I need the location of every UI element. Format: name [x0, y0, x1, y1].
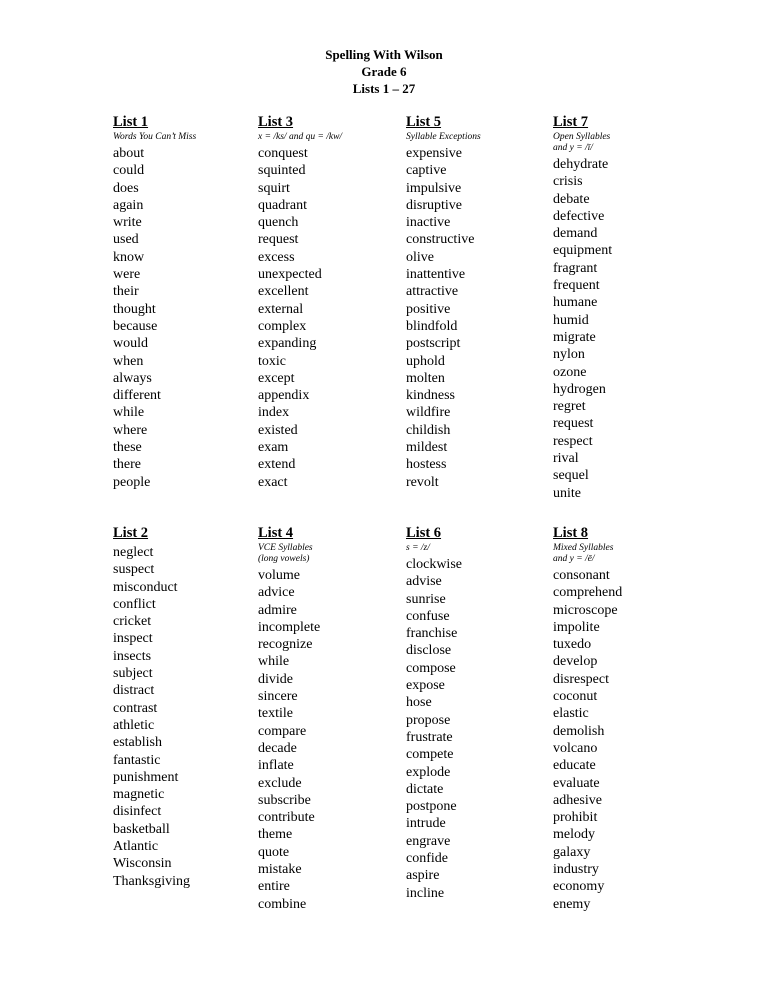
list-item: people — [113, 474, 151, 490]
list-item: consonant — [553, 568, 610, 583]
list-item: frequent — [553, 278, 600, 294]
list-item: recognize — [258, 637, 313, 653]
list-item: compete — [406, 747, 454, 763]
list-item: respect — [553, 433, 593, 449]
list-item: disrespect — [553, 671, 609, 687]
list-item: fragrant — [553, 260, 598, 276]
list-item: positive — [406, 301, 451, 317]
list-item: clockwise — [406, 557, 462, 572]
list-item: revolt — [406, 474, 439, 490]
list-item: wildfire — [406, 405, 451, 421]
list-item: galaxy — [553, 844, 591, 860]
list-item: frustrate — [406, 729, 453, 745]
list-item: inspect — [113, 631, 153, 647]
list-item: incomplete — [258, 619, 321, 635]
word-list — [406, 145, 566, 491]
list-3 — [258, 114, 418, 491]
list-item: contribute — [258, 810, 315, 826]
list-8 — [553, 525, 713, 913]
list-item: blindfold — [406, 318, 458, 334]
list-item: subject — [113, 666, 153, 682]
list-item: while — [113, 405, 145, 421]
list-item: aspire — [406, 868, 440, 884]
list-item: disinfect — [113, 804, 162, 820]
list-item: cricket — [113, 614, 152, 630]
list-subtitle: Mixed Syllables and y = /ē/ — [553, 543, 614, 564]
list-item: squinted — [258, 163, 306, 179]
list-item: because — [113, 318, 158, 334]
list-item: dehydrate — [553, 157, 609, 172]
list-item: propose — [406, 712, 451, 728]
list-item: incline — [406, 885, 445, 901]
list-item: quench — [258, 215, 299, 231]
list-1 — [113, 114, 273, 491]
list-item: does — [113, 180, 139, 196]
list-item: volume — [258, 568, 300, 583]
list-item: again — [113, 197, 144, 213]
list-item: used — [113, 232, 139, 248]
lists-range-label: Lists 1 – 27 — [352, 81, 416, 96]
document-header — [0, 46, 768, 97]
list-subtitle: VCE Syllables (long vowels) — [258, 543, 313, 564]
list-item: enemy — [553, 896, 591, 912]
list-item: could — [113, 163, 145, 179]
list-item: dictate — [406, 781, 444, 797]
list-item: nylon — [553, 347, 585, 363]
list-item: contrast — [113, 700, 158, 716]
list-subtitle: s = /z/ — [406, 543, 430, 553]
list-item: regret — [553, 399, 586, 415]
list-item: humid — [553, 312, 589, 328]
list-item: compare — [258, 723, 307, 739]
list-item: about — [113, 146, 145, 161]
list-item: captive — [406, 163, 447, 179]
list-item: unite — [553, 485, 581, 501]
list-item: athletic — [113, 717, 155, 733]
word-list — [113, 544, 273, 890]
list-item: microscope — [553, 602, 618, 618]
list-item: conflict — [113, 596, 156, 612]
list-item: disruptive — [406, 197, 462, 213]
list-item: adhesive — [553, 792, 602, 808]
list-item: advise — [406, 574, 442, 590]
list-item: elastic — [553, 706, 589, 722]
list-7 — [553, 114, 713, 502]
word-list — [406, 556, 566, 902]
list-item: excellent — [258, 284, 309, 300]
list-item: defective — [553, 208, 605, 224]
list-item: request — [258, 232, 299, 248]
list-item: where — [113, 422, 148, 438]
list-title: List 1 — [113, 114, 149, 130]
list-item: constructive — [406, 232, 475, 248]
list-item: crisis — [553, 174, 583, 190]
list-title: List 2 — [113, 525, 149, 541]
list-item: quote — [258, 844, 290, 860]
list-item: external — [258, 301, 304, 317]
list-title: List 5 — [406, 114, 442, 130]
list-item: confuse — [406, 608, 450, 624]
list-4 — [258, 525, 418, 913]
list-item: mistake — [258, 862, 302, 878]
list-item: attractive — [406, 284, 459, 300]
list-item: hostess — [406, 457, 447, 473]
document-title: Spelling With Wilson — [325, 47, 443, 62]
list-item: uphold — [406, 353, 445, 369]
list-item: conquest — [258, 146, 308, 161]
list-item: advice — [258, 585, 295, 601]
list-item: humane — [553, 295, 598, 311]
list-item: debate — [553, 191, 590, 207]
list-title: List 4 — [258, 525, 294, 541]
list-item: combine — [258, 896, 307, 912]
list-item: appendix — [258, 388, 310, 404]
list-item: establish — [113, 735, 162, 751]
list-item: intrude — [406, 816, 446, 832]
list-subtitle: x = /ks/ and qu = /kw/ — [258, 132, 343, 142]
list-item: kindness — [406, 388, 455, 404]
list-item: hose — [406, 695, 432, 711]
list-item: unexpected — [258, 267, 322, 283]
list-item: subscribe — [258, 792, 311, 808]
list-item: entire — [258, 879, 290, 895]
list-item: explode — [406, 764, 451, 780]
word-list — [113, 145, 273, 491]
list-item: develop — [553, 654, 598, 670]
list-item: basketball — [113, 821, 170, 837]
list-item: sincere — [258, 689, 298, 705]
list-item: melody — [553, 827, 595, 843]
list-item: olive — [406, 249, 434, 265]
list-item: ozone — [553, 364, 587, 380]
list-item: rival — [553, 451, 579, 467]
list-title: List 8 — [553, 525, 589, 541]
list-item: squirt — [258, 180, 290, 196]
list-item: textile — [258, 706, 293, 722]
list-item: confide — [406, 851, 448, 867]
list-item: magnetic — [113, 787, 165, 803]
list-item: exact — [258, 474, 288, 490]
list-item: neglect — [113, 545, 154, 560]
list-item: impolite — [553, 619, 600, 635]
list-item: their — [113, 284, 139, 300]
list-item: prohibit — [553, 810, 598, 826]
list-item: theme — [258, 827, 293, 843]
list-item: divide — [258, 671, 293, 687]
list-item: fantastic — [113, 752, 161, 768]
list-item: different — [113, 388, 161, 404]
list-item: existed — [258, 422, 298, 438]
list-item: postscript — [406, 336, 461, 352]
list-item: would — [113, 336, 148, 352]
list-5 — [406, 114, 566, 491]
list-subtitle: Syllable Exceptions — [406, 132, 481, 142]
list-item: postpone — [406, 799, 457, 815]
list-item: volcano — [553, 740, 598, 756]
list-item: inactive — [406, 215, 451, 231]
list-item: write — [113, 215, 142, 231]
list-item: Thanksgiving — [113, 873, 190, 889]
list-item: were — [113, 267, 141, 283]
word-list — [258, 145, 418, 491]
list-item: childish — [406, 422, 451, 438]
list-item: distract — [113, 683, 155, 699]
list-item: industry — [553, 862, 599, 878]
list-subtitle: Open Syllables and y = /ī/ — [553, 132, 611, 153]
list-item: demolish — [553, 723, 605, 739]
list-6 — [406, 525, 566, 902]
list-item: decade — [258, 740, 297, 756]
grade-label: Grade 6 — [361, 64, 407, 79]
list-item: inflate — [258, 758, 294, 774]
list-item: demand — [553, 226, 598, 242]
list-item: misconduct — [113, 579, 178, 595]
list-item: engrave — [406, 833, 451, 849]
list-item: compose — [406, 660, 456, 676]
list-title: List 7 — [553, 114, 589, 130]
list-item: comprehend — [553, 585, 623, 601]
list-item: tuxedo — [553, 637, 592, 653]
list-item: admire — [258, 602, 297, 618]
list-item: mildest — [406, 440, 448, 456]
list-item: complex — [258, 318, 307, 334]
list-2 — [113, 525, 273, 890]
list-item: Atlantic — [113, 839, 159, 855]
list-item: there — [113, 457, 141, 473]
list-item: these — [113, 440, 142, 456]
word-list — [553, 567, 713, 913]
list-item: when — [113, 353, 144, 369]
list-item: punishment — [113, 769, 179, 785]
list-item: request — [553, 416, 594, 432]
list-item: toxic — [258, 353, 286, 369]
list-item: franchise — [406, 626, 458, 642]
list-item: evaluate — [553, 775, 600, 791]
list-item: expensive — [406, 146, 462, 161]
word-list — [553, 156, 713, 502]
list-item: always — [113, 370, 152, 386]
list-item: thought — [113, 301, 156, 317]
list-item: exclude — [258, 775, 302, 791]
list-title: List 6 — [406, 525, 442, 541]
list-item: educate — [553, 758, 596, 774]
list-item: impulsive — [406, 180, 462, 196]
list-item: except — [258, 370, 295, 386]
list-item: excess — [258, 249, 295, 265]
list-item: inattentive — [406, 267, 466, 283]
list-item: know — [113, 249, 145, 265]
list-item: migrate — [553, 329, 596, 345]
list-subtitle: Words You Can’t Miss — [113, 132, 197, 142]
list-item: exam — [258, 440, 289, 456]
list-item: molten — [406, 370, 445, 386]
list-item: hydrogen — [553, 381, 606, 397]
list-item: sunrise — [406, 591, 446, 607]
list-item: Wisconsin — [113, 856, 172, 872]
list-item: extend — [258, 457, 296, 473]
list-item: sequel — [553, 468, 589, 484]
list-item: expose — [406, 678, 445, 694]
list-item: suspect — [113, 562, 155, 578]
list-item: coconut — [553, 689, 598, 705]
list-item: while — [258, 654, 290, 670]
list-item: insects — [113, 648, 152, 664]
word-list — [258, 567, 418, 913]
list-item: equipment — [553, 243, 613, 259]
list-item: index — [258, 405, 290, 421]
list-item: quadrant — [258, 197, 307, 213]
list-item: disclose — [406, 643, 452, 659]
list-title: List 3 — [258, 114, 294, 130]
list-item: expanding — [258, 336, 317, 352]
list-item: economy — [553, 879, 605, 895]
